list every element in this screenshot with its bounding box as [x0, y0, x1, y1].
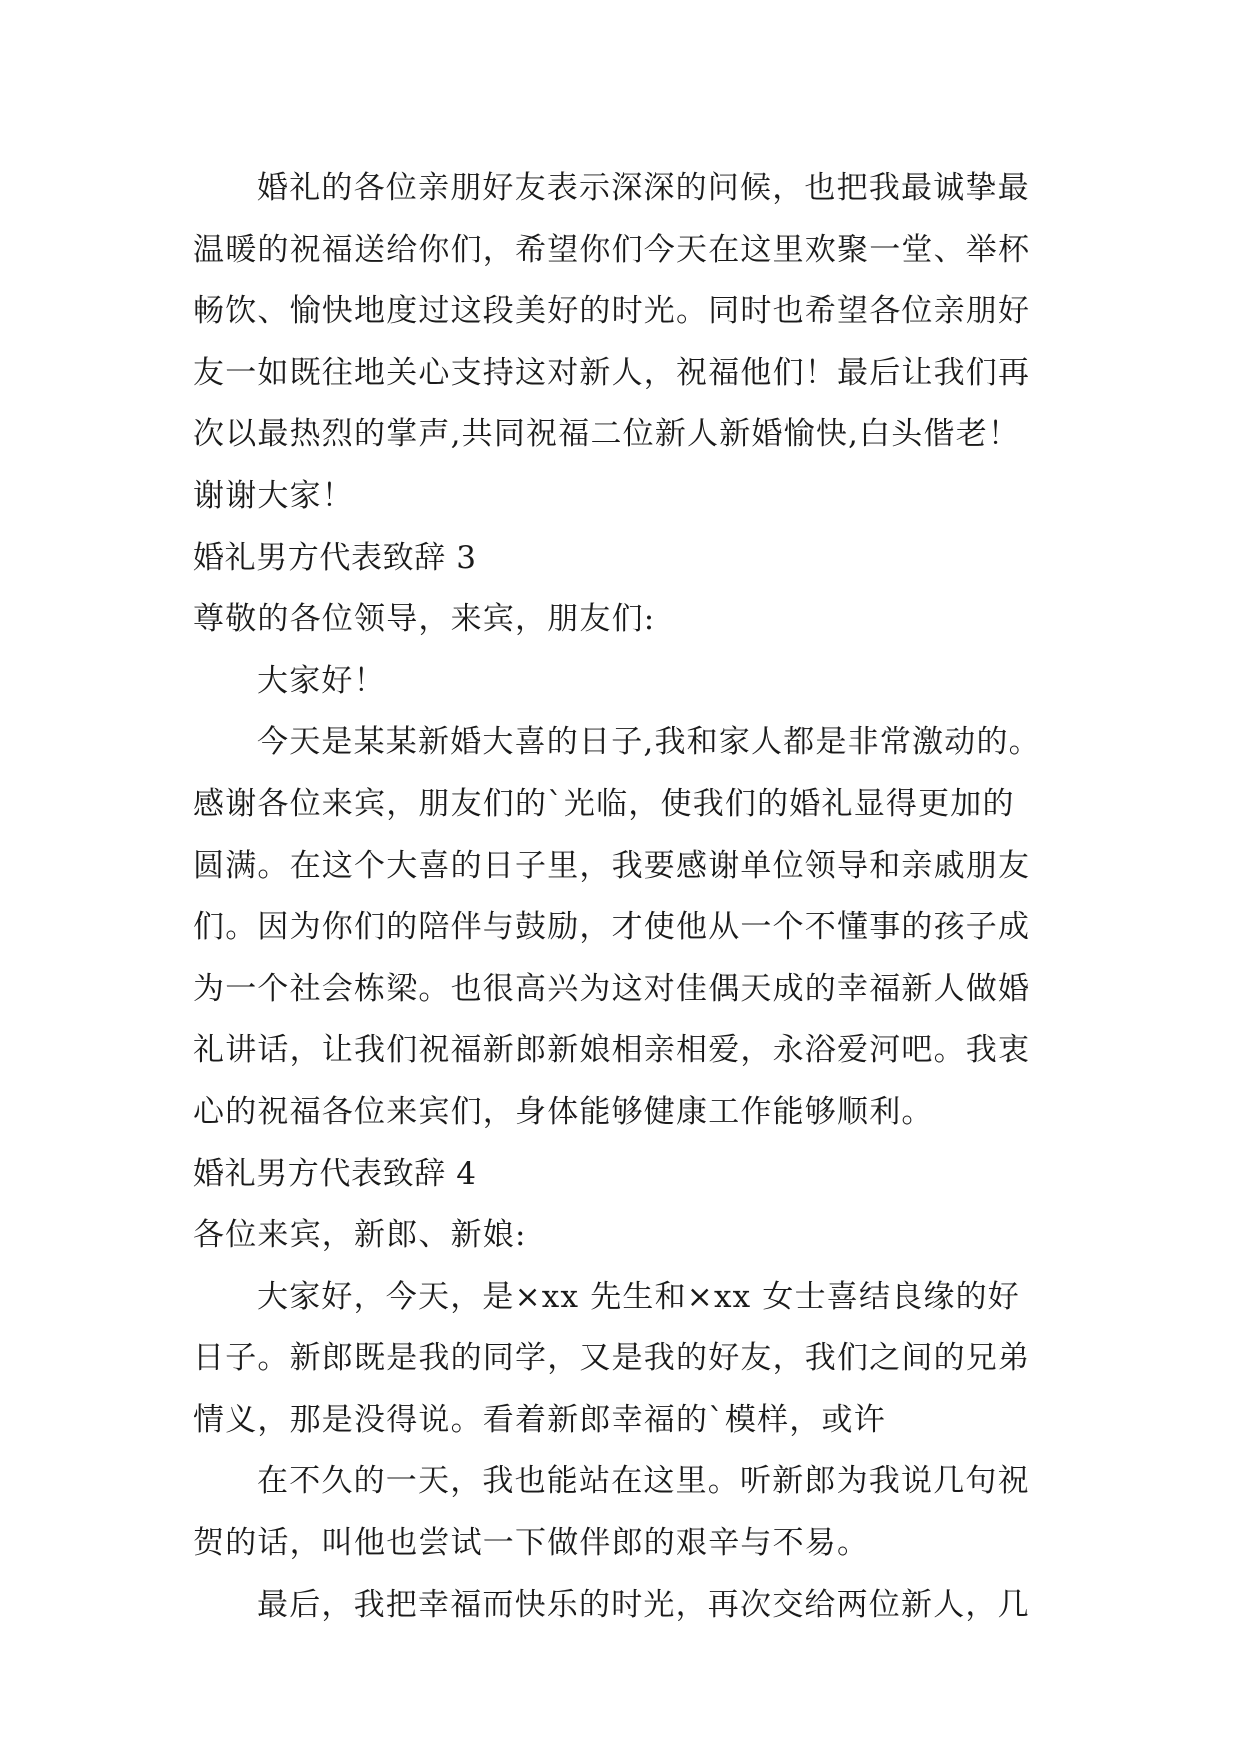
document-body — [193, 158, 1053, 1636]
text-line: 为一个社会栋梁。也很高兴为这对佳偶天成的幸福新人做婚 — [193, 970, 1031, 1007]
text-line: 圆满。在这个大喜的日子里，我要感谢单位领导和亲戚朋友 — [193, 847, 1031, 884]
text-line: 畅饮、愉快地度过这段美好的时光。同时也希望各位亲朋好 — [193, 293, 1031, 330]
text-line: 贺的话，叫他也尝试一下做伴郎的艰辛与不易。 — [193, 1525, 870, 1562]
text-line: 婚礼的各位亲朋好友表示深深的问候，也把我最诚挚最 — [257, 170, 1030, 206]
text-line: 礼讲话，让我们祝福新郎新娘相亲相爱，永浴爱河吧。我衷 — [193, 1032, 1031, 1069]
text-line: 温暖的祝福送给你们，希望你们今天在这里欢聚一堂、举杯 — [193, 231, 1031, 268]
salutation-line: 尊敬的各位领导，来宾，朋友们: — [193, 601, 656, 638]
text-line: 情义，那是没得说。看着新郎幸福的`模样，或许 — [193, 1401, 886, 1438]
text-line: 今天是某某新婚大喜的日子,我和家人都是非常激动的。 — [257, 724, 1041, 761]
text-line: 友一如既往地关心支持这对新人，祝福他们！最后让我们再 — [193, 354, 1031, 391]
text-line: 大家好！ — [257, 662, 386, 699]
salutation-line: 各位来宾，新郎、新娘: — [193, 1217, 527, 1254]
section-heading: 婚礼男方代表致辞 4 — [193, 1155, 477, 1192]
text-line: 日子。新郎既是我的同学，又是我的好友，我们之间的兄弟 — [193, 1340, 1031, 1377]
text-line: 大家好，今天，是×xx 先生和×xx 女士喜结良缘的好 — [257, 1278, 1020, 1315]
text-line: 谢谢大家！ — [193, 477, 354, 514]
text-line: 们。因为你们的陪伴与鼓励，才使他从一个不懂事的孩子成 — [193, 909, 1031, 946]
text-line: 感谢各位来宾，朋友们的`光临，使我们的婚礼显得更加的 — [193, 785, 1015, 822]
section-heading: 婚礼男方代表致辞 3 — [193, 539, 477, 576]
text-line: 次以最热烈的掌声,共同祝福二位新人新婚愉快,白头偕老！ — [193, 416, 1021, 453]
text-line: 心的祝福各位来宾们，身体能够健康工作能够顺利。 — [193, 1093, 934, 1130]
text-line: 在不久的一天，我也能站在这里。听新郎为我说几句祝 — [257, 1463, 1030, 1500]
text-line: 最后，我把幸福而快乐的时光，再次交给两位新人，几 — [257, 1586, 1030, 1623]
